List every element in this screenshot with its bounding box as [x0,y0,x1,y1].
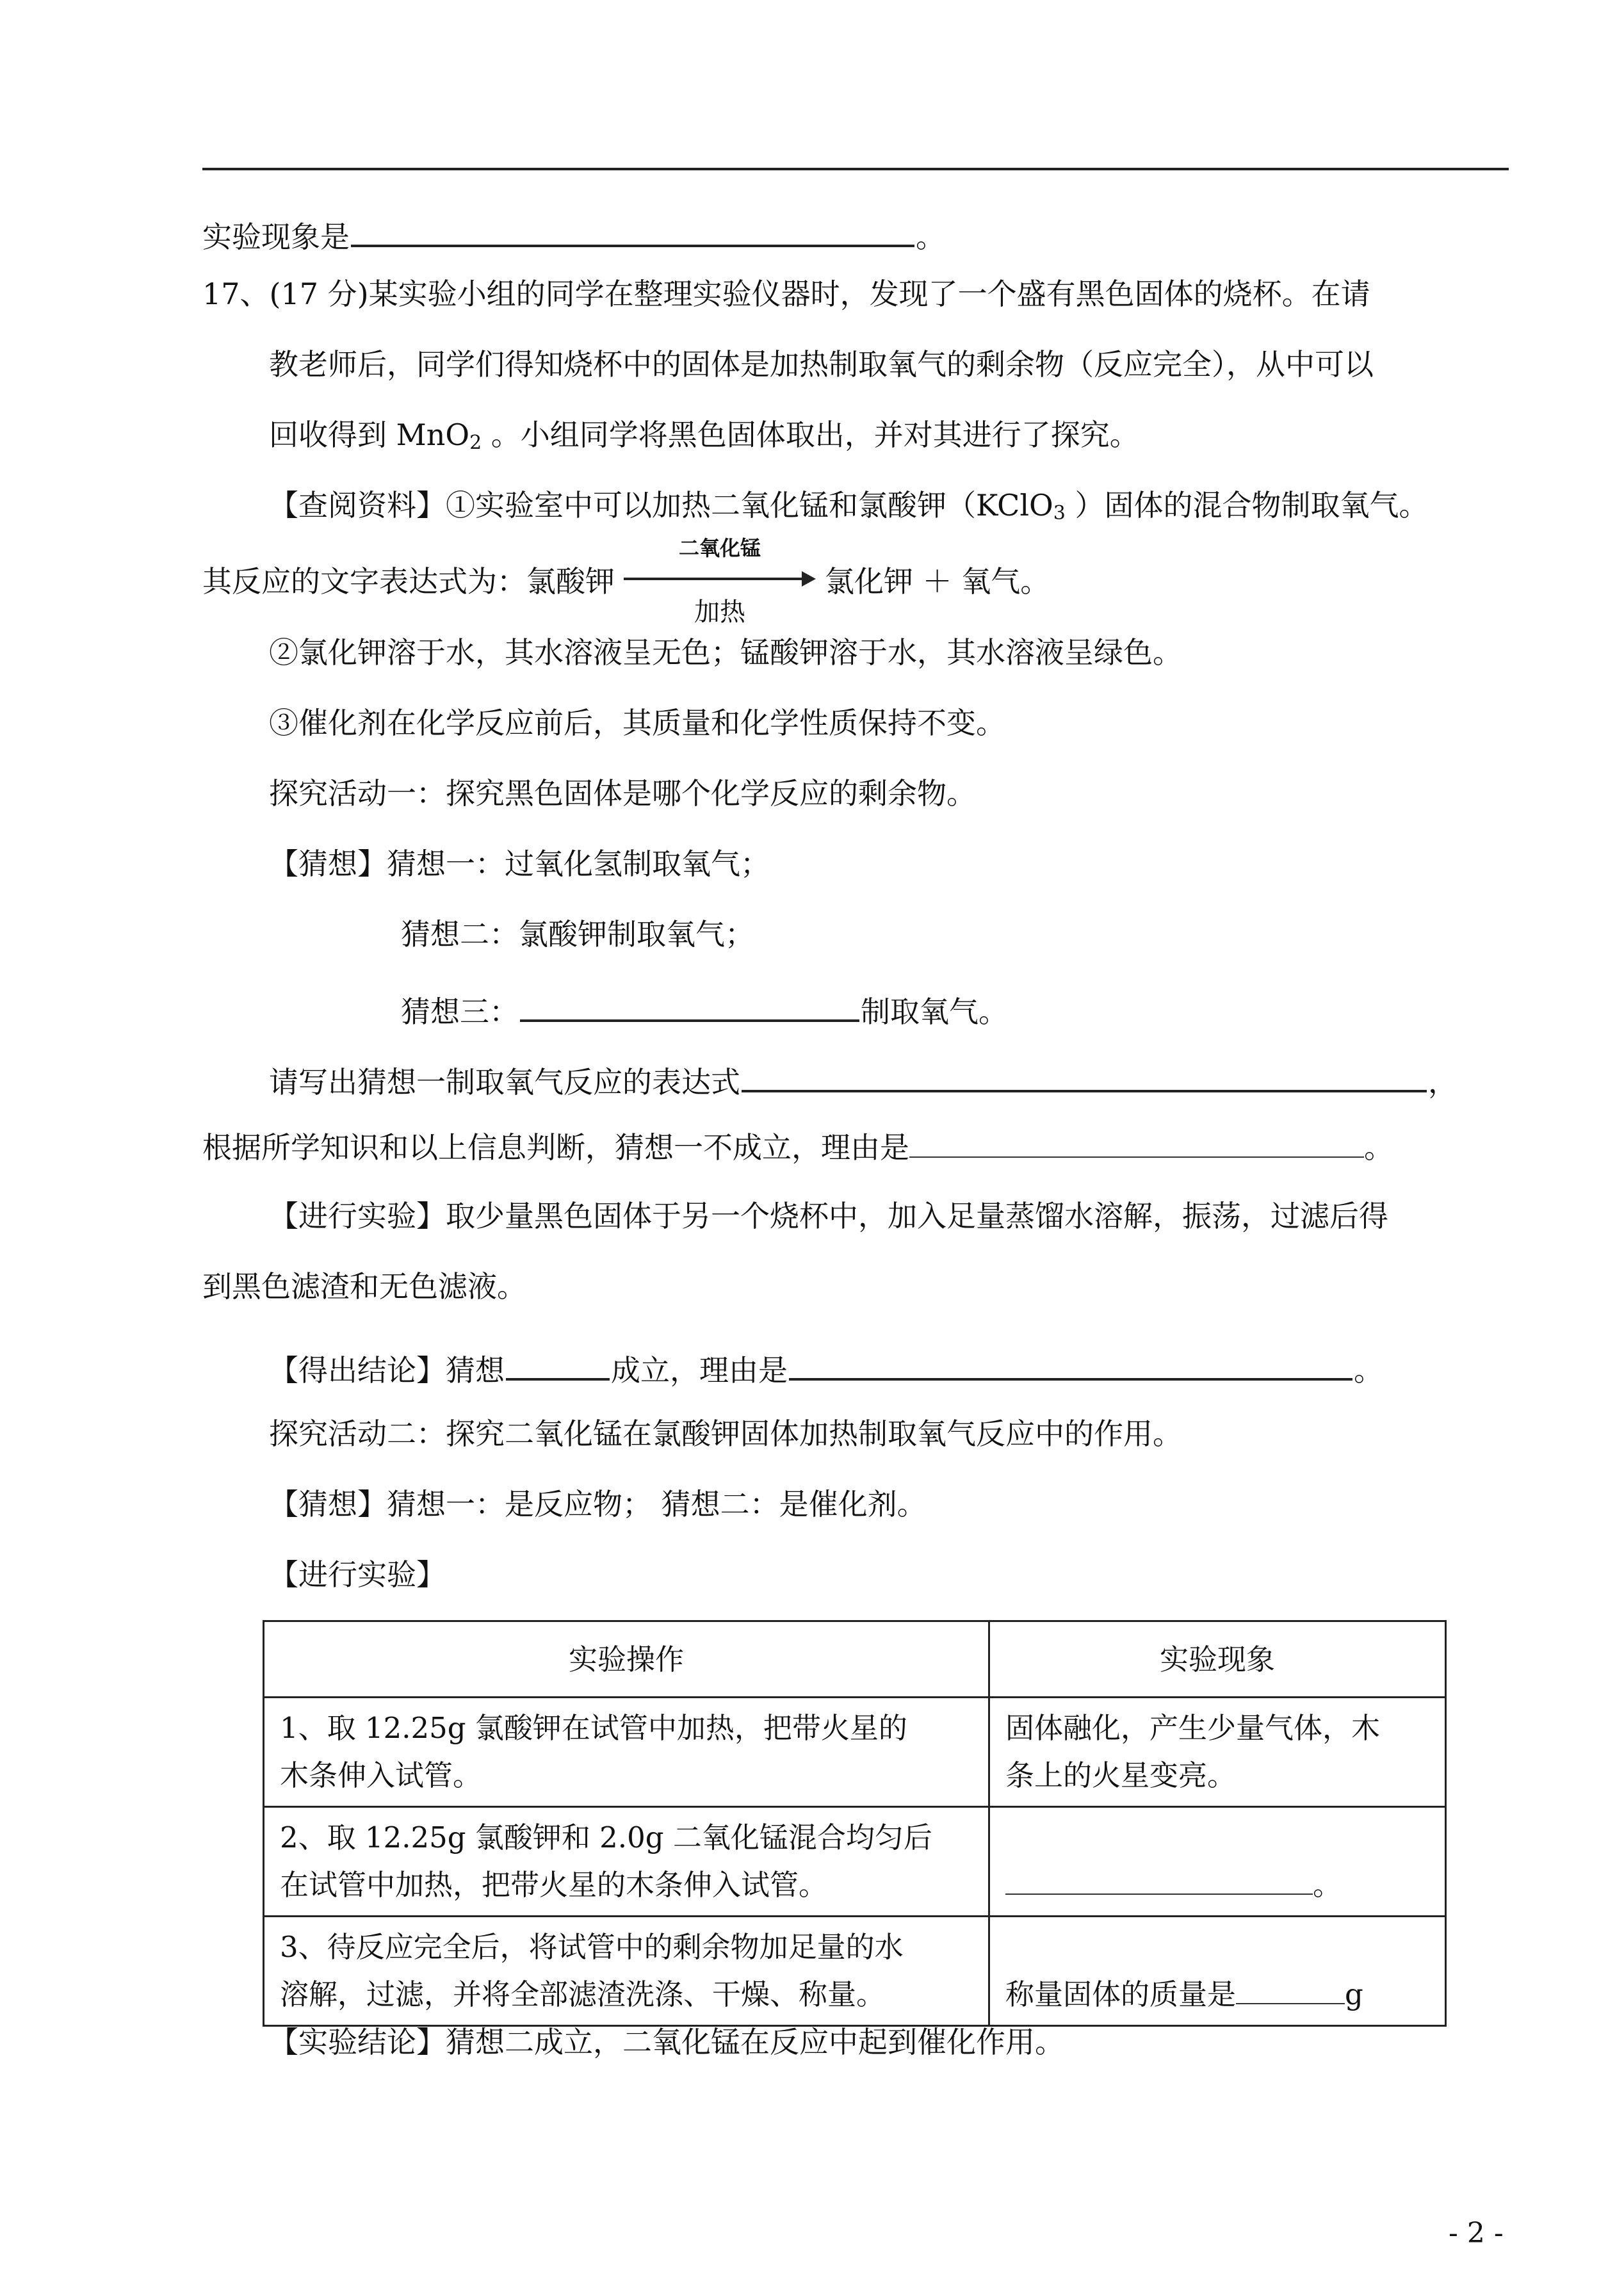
guess-2: 猜想二：氯酸钾制取氧气； [401,917,754,952]
activity-1-title: 探究活动一：探究黑色固体是哪个化学反应的剩余物。 [269,776,976,811]
conclusion-line: 【得出结论】猜想 成立，理由是 。 [269,1349,1383,1385]
answer-blank[interactable] [789,1349,1352,1381]
experiment-line-1: 【进行实验】取少量黑色固体于另一个烧杯中，加入足量蒸馏水溶解，振荡，过滤后得 [269,1199,1388,1233]
arrow-catalyst-label: 二氧化锰 [678,536,761,560]
guess-1: 【猜想】猜想一：过氧化氢制取氧气； [269,847,770,881]
header-phenomenon: 实验现象 [989,1621,1446,1698]
write-expression-line: 请写出猜想一制取氧气反应的表达式 ， [269,1060,1458,1097]
question-17-line-3: 回收得到 MnO$_2$ 。小组同学将黑色固体取出，并对其进行了探究。 [269,418,1139,454]
table-row [264,1917,1446,2026]
arrow-condition-label: 加热 [694,597,745,627]
reference-line-3: ③催化剂在化学反应前后，其质量和化学性质保持不变。 [269,706,1005,740]
answer-blank[interactable] [351,215,914,247]
answer-blank[interactable] [520,990,859,1022]
reference-line-1: 【查阅资料】①实验室中可以加热二氧化锰和氯酸钾（KClO$_3$ ）固体的混合物制取氧气。 [269,488,1429,524]
judge-line: 根据所学知识和以上信息判断，猜想一不成立，理由是 。 [202,1130,1393,1165]
table-row [264,1698,1446,1807]
answer-blank[interactable] [909,1131,1364,1158]
experiment-line-2: 到黑色滤渣和无色滤液。 [202,1269,526,1304]
answer-blank[interactable] [1005,1868,1313,1895]
answer-blank[interactable] [1236,1977,1345,2004]
guess-b: 【猜想】猜想一：是反应物； 猜想二：是催化剂。 [269,1487,927,1521]
question-17-line-1: 17、(17 分)某实验小组的同学在整理实验仪器时，发现了一个盛有黑色固体的烧杯。在请 [202,277,1370,311]
phenomenon-cell: 固体融化，产生少量气体，木 条上的火星变亮。 [989,1698,1446,1807]
page-number: - 2 - [1449,2217,1504,2250]
activity-2-title: 探究活动二：探究二氧化锰在氯酸钾固体加热制取氧气反应中的作用。 [269,1416,1182,1451]
observation-line: 实验现象是 。 [202,215,945,252]
reaction-arrow [624,536,816,627]
phenomenon-cell: 。 [989,1807,1446,1917]
header-rule [202,168,1509,170]
answer-blank[interactable] [506,1349,610,1381]
answer-blank[interactable] [742,1060,1427,1092]
guess-3: 猜想三： 制取氧气。 [401,990,1008,1026]
final-conclusion: 【实验结论】猜想二成立，二氧化锰在反应中起到催化作用。 [269,2025,1064,2059]
experiment-heading: 【进行实验】 [269,1557,446,1592]
operation-cell: 1、取 12.25g 氯酸钾在试管中加热，把带火星的 木条伸入试管。 [264,1698,989,1807]
word-equation: 其反应的文字表达式为：氯酸钾 二氧化锰 加热 氯化钾 ＋ 氧气。 [202,536,1050,627]
reference-line-2: ②氯化钾溶于水，其水溶液呈无色；锰酸钾溶于水，其水溶液呈绿色。 [269,635,1182,670]
experiment-table [263,1620,1447,2027]
phenomenon-cell: 称量固体的质量是 g [989,1917,1446,2026]
operation-cell: 3、待反应完全后，将试管中的剩余物加足量的水 溶解，过滤，并将全部滤渣洗涤、干燥、称量。 [264,1917,989,2026]
operation-cell: 2、取 12.25g 氯酸钾和 2.0g 二氧化锰混合均匀后 在试管中加热，把带火星的木条伸入试管。 [264,1807,989,1917]
table-row [264,1807,1446,1917]
question-17-line-2: 教老师后，同学们得知烧杯中的固体是加热制取氧气的剩余物（反应完全），从中可以 [269,347,1374,382]
table-header-row [264,1621,1446,1698]
header-operation: 实验操作 [264,1621,989,1698]
